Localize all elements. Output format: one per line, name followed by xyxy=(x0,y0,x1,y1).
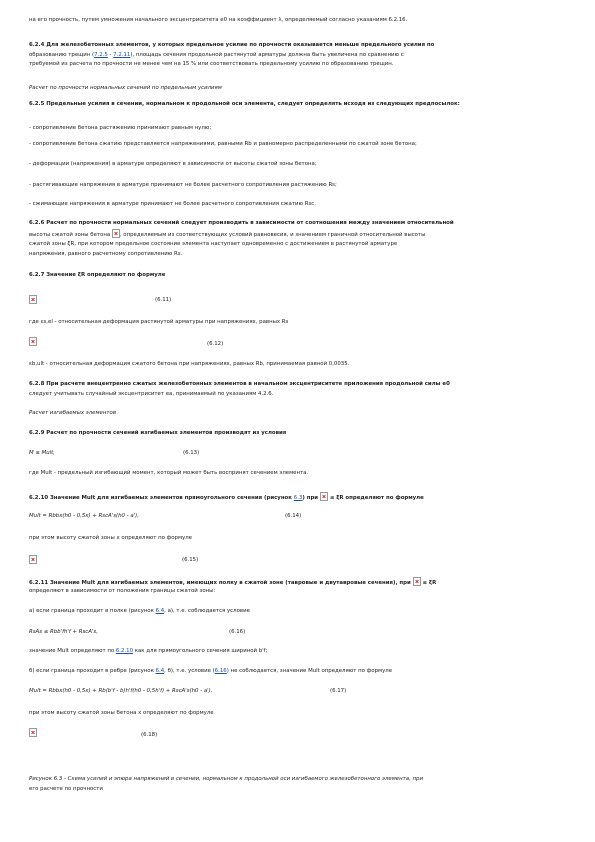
paragraph-line: сжатой зоны ξR, при котором предельное состояние элемента наступает одновременно с достижением в растянутой арматуре xyxy=(29,241,398,247)
paragraph-line: б) если граница проходит в ребре (рисунок 6.4, б), т.е. условие (6.16) не соблюдается, значение Mult определяют по формуле xyxy=(29,668,393,674)
section-heading: Расчет по прочности нормальных сечений по предельным усилиям xyxy=(29,85,222,91)
link-figure-6-3[interactable]: 6.3 xyxy=(293,495,303,501)
formula-number: (6.17) xyxy=(330,688,347,694)
link-7-2-5[interactable]: 7.2.5 xyxy=(94,52,108,58)
formula-number: (6.15) xyxy=(182,557,199,563)
formula-6-17: Mult = Rbbx(h0 - 0,5x) + Rb(b'f - b)h'f(h0 - 0,5h'f) + RscA's(h0 - a'), xyxy=(29,688,213,694)
paragraph-line: где Mult - предельный изгибающий момент, который может быть воспринят сечением элемента. xyxy=(29,470,309,476)
list-item: - сопротивление бетона сжатию представляется напряжениями, равными Rb и равномерно распределенными по сжатой зоне бетона; xyxy=(29,141,417,147)
broken-image-icon xyxy=(112,229,120,238)
broken-image-icon xyxy=(29,728,37,737)
link-figure-6-4[interactable]: 6.4 xyxy=(155,668,165,674)
list-item: - растягивающие напряжения в арматуре принимают не более расчетного сопротивления растяжению Rs; xyxy=(29,182,337,188)
clause-6-2-11: 6.2.11 Значение Mult для изгибаемых элементов, имеющих полку в сжатой зоне (тавровые и двутавровые сечения), при ≤ ξR xyxy=(29,577,436,587)
formula-number: (6.12) xyxy=(207,341,224,347)
clause-6-2-7: 6.2.7 Значение ξR определяют по формуле xyxy=(29,272,166,278)
link-7-2-11[interactable]: 7.2.11 xyxy=(113,52,131,58)
formula-number: (6.16) xyxy=(229,629,246,635)
paragraph-line: а) если граница проходит в полке (рисунок 6.4, а), т.е. соблюдается условие xyxy=(29,608,250,614)
clause-6-2-6: 6.2.6 Расчет по прочности нормальных сечений следует производить в зависимости от соотношения между значением относительной xyxy=(29,220,454,226)
section-heading: Расчет изгибаемых элементов xyxy=(29,410,116,416)
list-item: - сжимающие напряжения в арматуре принимают не более расчетного сопротивления сжатию Rsc. xyxy=(29,201,316,207)
broken-image-icon xyxy=(29,295,37,304)
paragraph-line: на его прочность, путем умножения начального эксцентриситета e0 на коэффициент λ, определяемый согласно указаниям 6.2.16. xyxy=(29,17,408,23)
paragraph-line: напряжения, равного расчетному сопротивлению Rs. xyxy=(29,251,183,257)
paragraph-line: следует учитывать случайный эксцентриситет ea, принимаемый по указаниям 4.2.6. xyxy=(29,391,274,397)
formula-number: (6.14) xyxy=(285,513,302,519)
figure-caption: его расчете по прочности xyxy=(29,786,103,792)
link-formula-6-16[interactable]: 6.16 xyxy=(214,668,227,674)
formula-6-11 xyxy=(29,295,37,305)
paragraph-line: высоты сжатой зоны бетона , определяемым из соответствующих условий равновесия, и значением граничной относительной высоты xyxy=(29,229,425,239)
paragraph-line: значение Mult определяют по 6.2.10 как для прямоугольного сечения шириной b'f; xyxy=(29,648,268,654)
formula-6-13: M ≤ Mult, xyxy=(29,450,55,456)
broken-image-icon xyxy=(29,337,37,346)
broken-image-icon xyxy=(413,577,421,586)
formula-6-14: Mult = Rbbx(h0 - 0,5x) + RscA's(h0 - a'), xyxy=(29,513,139,519)
paragraph-line: образованию трещин (7.2.5 - 7.2.11), площадь сечения продольной растянутой арматуры должна быть увеличена по сравнению с xyxy=(29,52,404,58)
formula-6-18 xyxy=(29,728,37,738)
clause-6-2-4: 6.2.4 Для железобетонных элементов, у которых предельное усилие по прочности оказывается меньше предельного усилия по xyxy=(29,42,435,48)
formula-number: (6.18) xyxy=(141,732,158,738)
figure-caption: Рисунок 6.3 - Схема усилий и эпюра напряжений в сечении, нормальном к продольной оси изгибаемого железобетонного элемента, при xyxy=(29,776,423,782)
paragraph-line: при этом высоту сжатой зоны бетона x определяют по формуле xyxy=(29,710,214,716)
formula-number: (6.13) xyxy=(183,450,200,456)
link-6-2-10[interactable]: 6.2.10 xyxy=(115,648,134,654)
paragraph-line: при этом высоту сжатой зоны x определяют по формуле xyxy=(29,535,192,541)
clause-6-2-9: 6.2.9 Расчет по прочности сечений изгибаемых элементов производят из условия xyxy=(29,430,287,436)
paragraph-line: определяют в зависимости от положения границы сжатой зоны: xyxy=(29,588,216,594)
broken-image-icon xyxy=(29,555,37,564)
link-figure-6-4[interactable]: 6.4 xyxy=(155,608,165,614)
clause-6-2-5: 6.2.5 Предельные усилия в сечении, нормальном к продольной оси элемента, следует определять исходя из следующих предпосылок: xyxy=(29,101,460,107)
clause-6-2-8: 6.2.8 При расчете внецентренно сжатых железобетонных элементов в начальном эксцентриситете приложения продольной силы e0 xyxy=(29,381,450,387)
paragraph-line: где εs,el - относительная деформация растянутой арматуры при напряжениях, равных Rs xyxy=(29,319,289,325)
list-item: - сопротивление бетона растяжению принимают равным нулю; xyxy=(29,125,212,131)
clause-6-2-10: 6.2.10 Значение Mult для изгибаемых элементов прямоугольного сечения (рисунок 6.3) при ≤ ξR определяют по формуле xyxy=(29,492,424,502)
paragraph-line: εb,ult - относительная деформация сжатого бетона при напряжениях, равных Rb, принимаемая равной 0,0035. xyxy=(29,361,350,367)
formula-number: (6.11) xyxy=(155,297,172,303)
formula-6-16: RsAs ≤ Rbb'fh'f + RscA's, xyxy=(29,629,98,635)
formula-6-15 xyxy=(29,555,37,565)
paragraph-line: требуемой из расчета по прочности не менее чем на 15 % или соответствовать предельному усилию по образованию трещин. xyxy=(29,61,394,67)
list-item: - деформации (напряжения) в арматуре определяют в зависимости от высоты сжатой зоны бетона; xyxy=(29,161,317,167)
formula-6-12 xyxy=(29,337,37,347)
broken-image-icon xyxy=(320,492,328,501)
